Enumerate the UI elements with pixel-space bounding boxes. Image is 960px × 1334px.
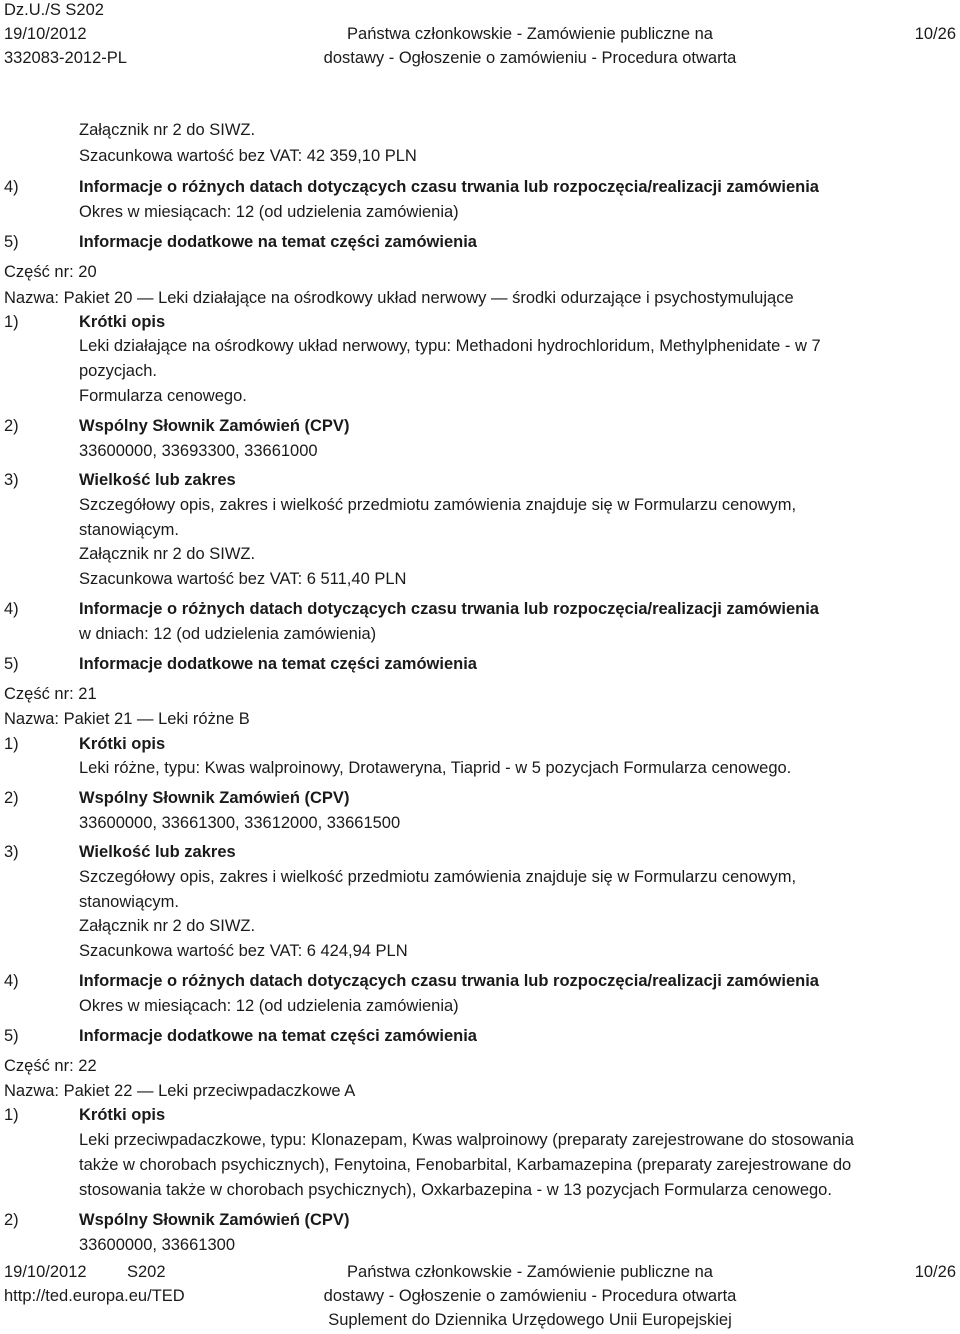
section-heading: Wspólny Słownik Zamówień (CPV): [79, 1211, 350, 1229]
footer-page-number: 10/26: [914, 1263, 956, 1281]
scope-line: stanowiącym.: [79, 893, 179, 911]
section-heading: Krótki opis: [79, 313, 166, 331]
part-number: Część nr: 20: [4, 263, 97, 281]
part-name: Nazwa: Pakiet 20 — Leki działające na ośrodkowy układ nerwowy — środki odurzające i psychostymulujące: [4, 289, 794, 307]
part-name: Nazwa: Pakiet 21 — Leki różne B: [4, 710, 250, 728]
section-number: 3): [4, 843, 19, 861]
journal-reference: Dz.U./S S202: [4, 1, 104, 19]
description-line: także w chorobach psychicznych), Fenytoina, Fenobarbital, Karbamazepina (preparaty zarejestrowane do: [79, 1156, 852, 1174]
section-heading: Informacje dodatkowe na temat części zamówienia: [79, 1027, 477, 1045]
duration-text: w dniach: 12 (od udzielenia zamówienia): [79, 625, 377, 643]
section-heading: Informacje o różnych datach dotyczących czasu trwania lub rozpoczęcia/realizacji zamówienia: [79, 600, 819, 618]
section-number: 2): [4, 417, 19, 435]
description-line: Formularza cenowego.: [79, 387, 247, 405]
duration-text: Okres w miesiącach: 12 (od udzielenia zamówienia): [79, 203, 459, 221]
description-line: pozycjach.: [79, 362, 157, 380]
section-heading: Informacje dodatkowe na temat części zamówienia: [79, 655, 477, 673]
footer-title-line1: Państwa członkowskie - Zamówienie publiczne na: [347, 1263, 713, 1281]
header-title-line1: Państwa członkowskie - Zamówienie publiczne na: [347, 25, 713, 43]
section-heading: Krótki opis: [79, 735, 166, 753]
section-heading: Wielkość lub zakres: [79, 471, 236, 489]
duration-text: Okres w miesiącach: 12 (od udzielenia zamówienia): [79, 997, 459, 1015]
estimated-value: Szacunkowa wartość bez VAT: 6 424,94 PLN: [79, 942, 408, 960]
section-number: 5): [4, 233, 19, 251]
description-line: Leki różne, typu: Kwas walproinowy, Drotaweryna, Tiaprid - w 5 pozycjach Formularza cenowego.: [79, 759, 792, 777]
part-name: Nazwa: Pakiet 22 — Leki przeciwpadaczkowe A: [4, 1082, 356, 1100]
section-number: 3): [4, 471, 19, 489]
footer-date: 19/10/2012: [4, 1263, 87, 1281]
cpv-codes: 33600000, 33661300: [79, 1236, 235, 1254]
description-line: Leki działające na ośrodkowy układ nerwowy, typu: Methadoni hydrochloridum, Methylphenidate - w 7: [79, 337, 821, 355]
page-number: 10/26: [914, 25, 956, 43]
part-number: Część nr: 22: [4, 1057, 97, 1075]
section-number: 4): [4, 972, 19, 990]
section-number: 1): [4, 1106, 19, 1124]
section-number: 4): [4, 600, 19, 618]
section-heading: Wielkość lub zakres: [79, 843, 236, 861]
section-number: 5): [4, 1027, 19, 1045]
footer-issue: S202: [127, 1263, 166, 1281]
scope-line: Szczegółowy opis, zakres i wielkość przedmiotu zamówienia znajduje się w Formularzu cenowym,: [79, 496, 797, 514]
section-heading: Informacje o różnych datach dotyczących czasu trwania lub rozpoczęcia/realizacji zamówienia: [79, 972, 819, 990]
scope-line: Szczegółowy opis, zakres i wielkość przedmiotu zamówienia znajduje się w Formularzu cenowym,: [79, 868, 797, 886]
scope-line: stanowiącym.: [79, 521, 179, 539]
section-number: 4): [4, 178, 19, 196]
description-line: stosowania także w chorobach psychicznych), Oxkarbazepina - w 13 pozycjach Formularza cenowego.: [79, 1181, 832, 1199]
section-number: 2): [4, 789, 19, 807]
part-number: Część nr: 21: [4, 685, 97, 703]
notice-number: 332083-2012-PL: [4, 49, 127, 67]
section-heading: Informacje o różnych datach dotyczących czasu trwania lub rozpoczęcia/realizacji zamówienia: [79, 178, 819, 196]
section-heading: Wspólny Słownik Zamówień (CPV): [79, 789, 350, 807]
footer-title-line2: dostawy - Ogłoszenie o zamówieniu - Procedura otwarta: [323, 1287, 737, 1305]
estimated-value: Szacunkowa wartość bez VAT: 6 511,40 PLN: [79, 570, 407, 588]
ted-link[interactable]: http://ted.europa.eu/TED: [4, 1287, 185, 1305]
cpv-codes: 33600000, 33693300, 33661000: [79, 442, 318, 460]
section-heading: Wspólny Słownik Zamówień (CPV): [79, 417, 350, 435]
footer-supplement: Suplement do Dziennika Urzędowego Unii Europejskiej: [328, 1311, 732, 1329]
attachment-note: Załącznik nr 2 do SIWZ.: [79, 121, 256, 139]
section-heading: Informacje dodatkowe na temat części zamówienia: [79, 233, 477, 251]
cpv-codes: 33600000, 33661300, 33612000, 33661500: [79, 814, 401, 832]
page-footer: [0, 1262, 960, 1334]
section-number: 5): [4, 655, 19, 673]
section-number: 1): [4, 313, 19, 331]
section-number: 2): [4, 1211, 19, 1229]
attachment-note: Załącznik nr 2 do SIWZ.: [79, 545, 256, 563]
page-header: [0, 0, 960, 70]
section-number: 1): [4, 735, 19, 753]
section-heading: Krótki opis: [79, 1106, 166, 1124]
description-line: Leki przeciwpadaczkowe, typu: Klonazepam, Kwas walproinowy (preparaty zarejestrowane do stosowania: [79, 1131, 854, 1149]
estimated-value: Szacunkowa wartość bez VAT: 42 359,10 PLN: [79, 147, 417, 165]
issue-date: 19/10/2012: [4, 25, 87, 43]
header-title-line2: dostawy - Ogłoszenie o zamówieniu - Procedura otwarta: [323, 49, 737, 67]
attachment-note: Załącznik nr 2 do SIWZ.: [79, 917, 256, 935]
